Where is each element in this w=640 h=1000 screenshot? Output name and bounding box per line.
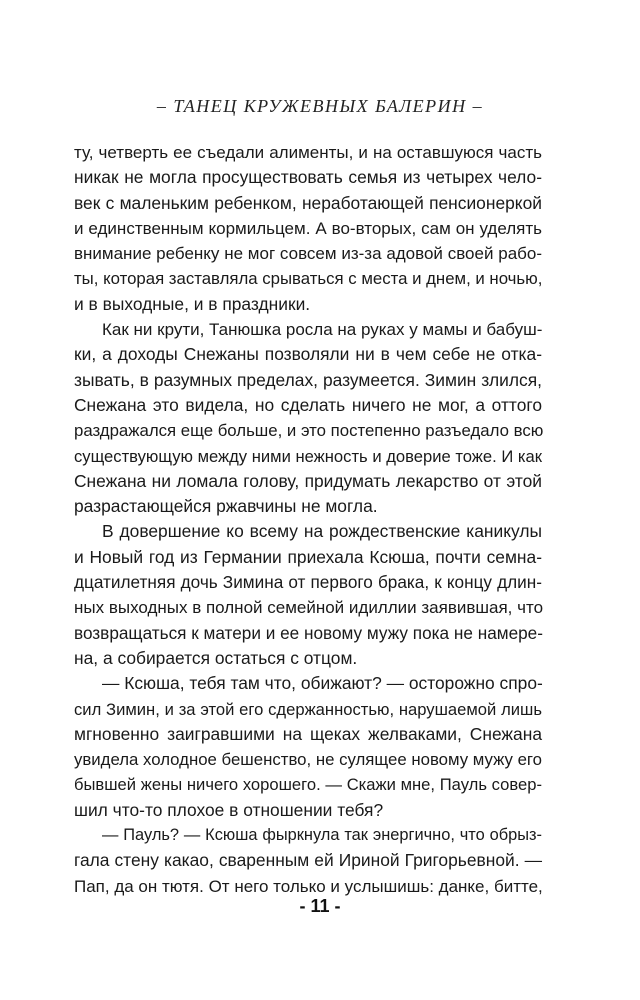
text-line: на, а собирается остаться с отцом.	[74, 647, 358, 668]
text-line: ты, которая заставляла срываться с места и днем, и ночью,	[74, 269, 543, 289]
text-line: мгновенно заигравшими на щеках желваками, Снежана	[74, 723, 542, 744]
text-line: и единственным кормильцем. А во-вторых, сам он уделять	[74, 218, 542, 238]
text-line: гала стену какао, сваренным ей Ириной Григорьевной. —	[74, 850, 542, 871]
text-line: возвращаться к матери и ее новому мужу пока не намере-	[74, 622, 543, 643]
text-line: — Ксюша, тебя там что, обижают? — осторожно спро-	[102, 673, 543, 694]
text-line: век с маленьким ребенком, неработающей пенсионеркой	[74, 192, 542, 213]
page-number: - 11 -	[299, 896, 341, 916]
text-line: никак не могла просуществовать семья из четырех чело-	[74, 167, 542, 188]
text-line: разрастающейся ржавчины не могла.	[74, 496, 378, 517]
text-line: ки, а доходы Снежаны позволяли ни в чем себе не отка-	[74, 344, 542, 365]
body-text	[74, 140, 542, 899]
text-line: бывшей жены ничего хорошего. — Скажи мне, Пауль совер-	[74, 775, 542, 795]
text-line: дцатилетняя дочь Зимина от первого брака, к концу длин-	[74, 572, 542, 593]
text-line: зывать, в разумных пределах, разумеется. Зимин злился,	[74, 369, 542, 390]
text-line: раздражался еще больше, и это постепенно разъедало всю	[74, 421, 544, 441]
text-line: увидела холодное бешенство, не сулящее новому мужу его	[74, 750, 542, 770]
text-line: Как ни крути, Танюшка росла на руках у мамы и бабуш-	[102, 320, 543, 340]
running-head: – ТАНЕЦ КРУЖЕВНЫХ БАЛЕРИН –	[156, 96, 484, 116]
text-line: В довершение ко всему на рождественские каникулы	[102, 521, 542, 542]
text-line: — Пауль? — Ксюша фыркнула так энергично, что обрыз-	[102, 826, 542, 845]
text-line: ных выходных в полной семейной идиллии заявившая, что	[74, 598, 544, 618]
text-line: Снежана это видела, но сделать ничего не мог, а оттого	[74, 394, 542, 415]
text-line: и Новый год из Германии приехала Ксюша, почти семна-	[74, 546, 542, 567]
text-line: Снежана ни ломала голову, придумать лекарство от этой	[74, 470, 542, 491]
text-line: существующую между ними нежность и доверие тоже. И как	[74, 446, 542, 466]
text-line: ту, четверть ее съедали алименты, и на оставшуюся часть	[74, 143, 542, 162]
text-line: Пап, да он тютя. От него только и услышишь: данке, битте,	[74, 876, 543, 896]
text-line: шил что-то плохое в отношении тебя?	[74, 799, 384, 820]
text-line: сил Зимин, и за этой его сдержанностью, нарушаемой лишь	[74, 699, 542, 719]
text-line: и в выходные, и в праздники.	[74, 293, 311, 314]
text-line: внимание ребенку не мог совсем из-за адовой своей рабо-	[74, 244, 542, 264]
